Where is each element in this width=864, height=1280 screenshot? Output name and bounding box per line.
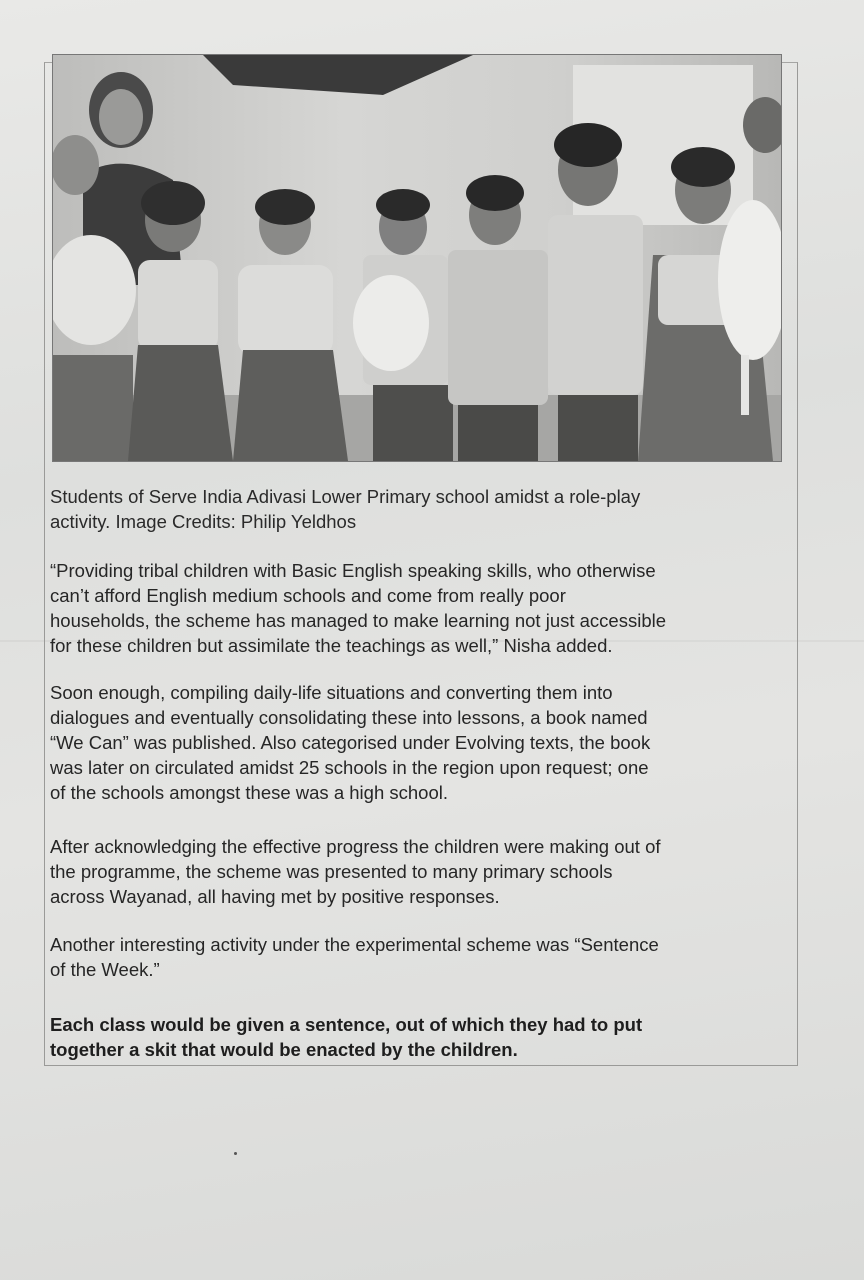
paragraph-quote — [50, 558, 796, 658]
paragraph-line: Soon enough, compiling daily-life situations and converting them into — [50, 682, 613, 703]
paragraph-activity — [50, 932, 796, 982]
caption-line: activity. Image Credits: Philip Yeldhos — [50, 511, 357, 532]
paragraph-line: “We Can” was published. Also categorised under Evolving texts, the book — [50, 732, 651, 753]
paragraph-line: together a skit that would be enacted by the children. — [50, 1039, 518, 1060]
paragraph-book — [50, 680, 796, 805]
paragraph-skit — [50, 1012, 796, 1062]
paragraph-progress — [50, 834, 796, 909]
paragraph-line: for these children but assimilate the teachings as well,” Nisha added. — [50, 635, 613, 656]
photo-illustration — [53, 55, 781, 461]
classroom-photo — [52, 54, 782, 462]
paragraph-line: After acknowledging the effective progress the children were making out of — [50, 836, 661, 857]
caption-line: Students of Serve India Adivasi Lower Primary school amidst a role-play — [50, 486, 641, 507]
paragraph-line: of the Week.” — [50, 959, 160, 980]
paragraph-line: across Wayanad, all having met by positive responses. — [50, 886, 500, 907]
paragraph-line: “Providing tribal children with Basic English speaking skills, who otherwise — [50, 560, 656, 581]
paragraph-line: Another interesting activity under the experimental scheme was “Sentence — [50, 934, 659, 955]
paragraph-line: of the schools amongst these was a high school. — [50, 782, 448, 803]
paragraph-line: dialogues and eventually consolidating these into lessons, a book named — [50, 707, 648, 728]
photo-caption — [50, 484, 796, 534]
paper-speck — [234, 1152, 237, 1155]
paragraph-line: households, the scheme has managed to make learning not just accessible — [50, 610, 667, 631]
paragraph-line: was later on circulated amidst 25 schools in the region upon request; one — [50, 757, 649, 778]
paragraph-line: Each class would be given a sentence, out of which they had to put — [50, 1014, 643, 1035]
paragraph-line: the programme, the scheme was presented to many primary schools — [50, 861, 613, 882]
paragraph-line: can’t afford English medium schools and come from really poor — [50, 585, 566, 606]
